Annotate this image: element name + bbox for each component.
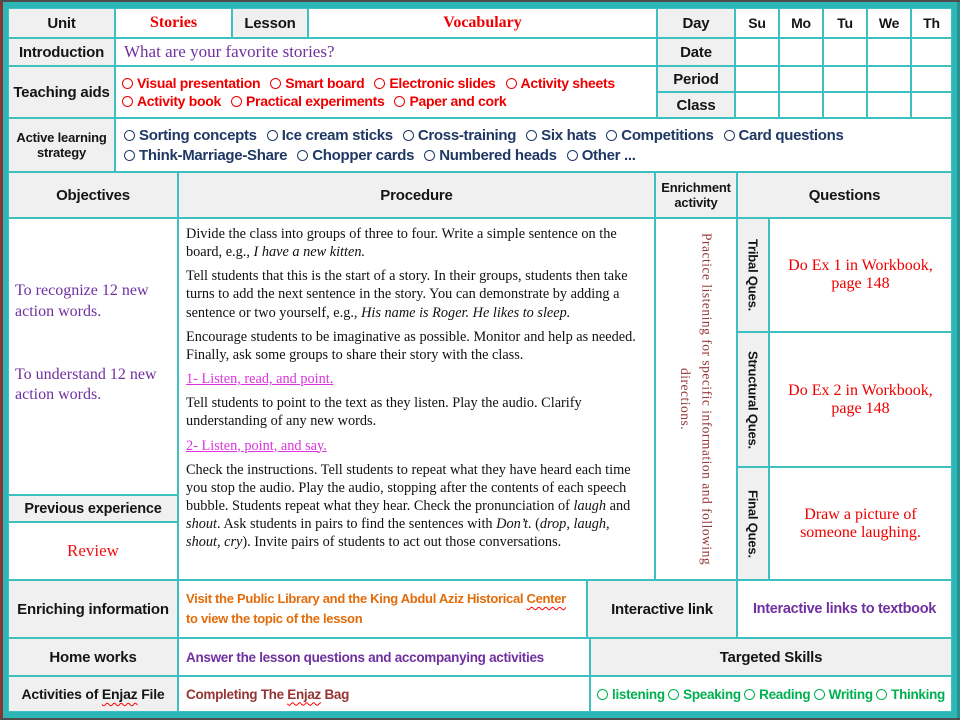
unit-label: Unit (8, 8, 115, 38)
checkbox-practical-experiments[interactable] (231, 93, 384, 109)
circle-checkbox-icon (606, 130, 617, 141)
circle-checkbox-icon (297, 150, 308, 161)
teaching-aids-options (122, 75, 625, 109)
objective-item: To understand 12 new action words. (15, 365, 157, 404)
day-header-mo: Mo (779, 8, 823, 38)
class-cell-su[interactable] (735, 92, 779, 118)
checkbox-competitions[interactable] (606, 127, 713, 144)
skill-label: Reading (759, 686, 811, 702)
skill-label: listening (612, 686, 665, 702)
option-label: Activity book (137, 93, 222, 109)
class-cell-th[interactable] (911, 92, 952, 118)
option-label: Sorting concepts (139, 126, 257, 144)
day-header-tu: Tu (823, 8, 867, 38)
option-label: Activity sheets (520, 75, 615, 91)
date-cell-tu[interactable] (823, 38, 867, 66)
objectives-header: Objectives (8, 172, 178, 218)
final-questions-label: Final Ques. (745, 489, 761, 558)
circle-checkbox-icon (403, 130, 414, 141)
enrichment-header: Enrichment activity (655, 172, 737, 218)
page-edge-left (0, 2, 3, 718)
skill-label: Writing (828, 686, 873, 702)
date-cell-su[interactable] (735, 38, 779, 66)
checkbox-sorting-concepts[interactable] (124, 127, 257, 144)
tribal-questions-label: Tribal Ques. (745, 238, 761, 311)
day-header-we: We (867, 8, 911, 38)
enjaz-file-label: Activities of Enjaz File (21, 686, 165, 702)
review-cell: Review (8, 522, 178, 580)
interactive-link-value[interactable]: Interactive links to textbook (737, 580, 952, 638)
class-label: Class (657, 92, 735, 118)
structural-questions-text: Do Ex 2 in Workbook, page 148 (769, 332, 952, 467)
checkbox-smart-board[interactable] (270, 75, 364, 91)
period-cell-we[interactable] (867, 66, 911, 92)
option-label: Cross-training (417, 126, 517, 144)
checkbox-card-questions[interactable] (724, 127, 844, 144)
date-cell-th[interactable] (911, 38, 952, 66)
home-works-value: Answer the lesson questions and accompanying activities (178, 638, 590, 676)
procedure-paragraph: Divide the class into groups of three to four. Write a simple sentence on the board, e.g., I have a new kitten. (186, 226, 617, 261)
circle-checkbox-icon (526, 130, 537, 141)
enriching-text: Visit the Public Library and the King Abdul Aziz Historical (186, 590, 527, 606)
circle-checkbox-icon (231, 96, 242, 107)
checkbox-ice-cream-sticks[interactable] (267, 127, 393, 144)
period-cell-tu[interactable] (823, 66, 867, 92)
objective-item: To recognize 12 new action words. (15, 282, 149, 320)
checkbox-chopper-cards[interactable] (297, 147, 414, 164)
circle-checkbox-icon (394, 96, 405, 107)
class-cell-mo[interactable] (779, 92, 823, 118)
date-cell-we[interactable] (867, 38, 911, 66)
circle-checkbox-icon (124, 150, 135, 161)
option-label: Visual presentation (137, 75, 261, 91)
strategy-label: Active learning strategy (8, 118, 115, 172)
option-label: Competitions (621, 126, 714, 144)
checkbox-listening[interactable] (597, 687, 665, 702)
page-edge-top (0, 0, 960, 2)
skill-label: Speaking (683, 686, 741, 702)
option-label: Card questions (738, 126, 844, 144)
lesson-value: Vocabulary (308, 8, 657, 38)
option-label: Other ... (581, 146, 636, 164)
date-label: Date (657, 38, 735, 66)
enjaz-file-value: Completing The Enjaz Bag (186, 686, 350, 702)
unit-value: Stories (115, 8, 232, 38)
checkbox-other[interactable] (567, 147, 636, 164)
day-header-su: Su (735, 8, 779, 38)
class-cell-tu[interactable] (823, 92, 867, 118)
option-label: Paper and cork (409, 93, 507, 109)
checkbox-paper-and-cork[interactable] (394, 93, 506, 109)
circle-checkbox-icon (122, 78, 133, 89)
tribal-questions-text: Do Ex 1 in Workbook, page 148 (769, 218, 952, 332)
enriching-text-misspelled: Center (526, 590, 566, 606)
enriching-text: to view the topic of the lesson (186, 611, 363, 626)
class-cell-we[interactable] (867, 92, 911, 118)
circle-checkbox-icon (876, 689, 887, 700)
circle-checkbox-icon (506, 78, 517, 89)
checkbox-visual-presentation[interactable] (122, 75, 260, 91)
objectives-cell (8, 218, 178, 495)
procedure-paragraph: Tell students that this is the start of a story. In their groups, students then take turns to add the next sentence in the story. You can demonstrate by adding a sentence or two yourself, e.g., His name is Roger. He likes to sleep. (186, 268, 628, 321)
day-label: Day (657, 8, 735, 38)
checkbox-cross-training[interactable] (403, 127, 516, 144)
introduction-label: Introduction (8, 38, 115, 66)
final-questions-text: Draw a picture of someone laughing. (769, 467, 952, 580)
checkbox-reading[interactable] (744, 687, 810, 702)
checkbox-thinking[interactable] (876, 687, 945, 702)
teaching-aids-label: Teaching aids (8, 66, 115, 118)
date-cell-mo[interactable] (779, 38, 823, 66)
circle-checkbox-icon (814, 689, 825, 700)
structural-questions-label: Structural Ques. (745, 350, 761, 449)
circle-checkbox-icon (597, 689, 608, 700)
checkbox-numbered-heads[interactable] (424, 147, 557, 164)
period-label: Period (657, 66, 735, 92)
option-label: Think-Marriage-Share (139, 146, 288, 164)
enriching-information-label: Enriching information (8, 580, 178, 638)
procedure-paragraph: Encourage students to be imaginative as possible. Monitor and help as needed. Finally, ask some groups to share their story with the class. (186, 328, 636, 363)
checkbox-activity-sheets[interactable] (506, 75, 615, 91)
circle-checkbox-icon (124, 130, 135, 141)
circle-checkbox-icon (267, 130, 278, 141)
option-label: Six hats (541, 126, 597, 144)
lesson-label: Lesson (232, 8, 308, 38)
introduction-value: What are your favorite stories? (115, 38, 657, 66)
strategy-options (124, 127, 943, 164)
circle-checkbox-icon (744, 689, 755, 700)
option-label: Numbered heads (439, 146, 557, 164)
questions-header: Questions (737, 172, 952, 218)
checkbox-writing[interactable] (814, 687, 873, 702)
circle-checkbox-icon (724, 130, 735, 141)
circle-checkbox-icon (374, 78, 385, 89)
period-cell-th[interactable] (911, 66, 952, 92)
targeted-skills-label: Targeted Skills (590, 638, 952, 676)
procedure-step-heading: 1- Listen, read, and point. (186, 371, 334, 388)
circle-checkbox-icon (122, 96, 133, 107)
option-label: Smart board (285, 75, 365, 91)
checkbox-activity-book[interactable] (122, 93, 221, 109)
checkbox-think-marriage-share[interactable] (124, 147, 287, 164)
procedure-paragraph: Tell students to point to the text as they listen. Play the audio. Clarify understanding of any new words. (186, 395, 582, 430)
checkbox-electronic-slides[interactable] (374, 75, 495, 91)
checkbox-six-hats[interactable] (526, 127, 596, 144)
checkbox-speaking[interactable] (668, 687, 741, 702)
skill-label: Thinking (891, 686, 945, 702)
option-label: Ice cream sticks (281, 126, 393, 144)
enrichment-activity-text: Practice listening for specific information and following directions. (678, 232, 715, 566)
option-label: Practical experiments (246, 93, 385, 109)
circle-checkbox-icon (424, 150, 435, 161)
home-works-label: Home works (8, 638, 178, 676)
procedure-header: Procedure (178, 172, 655, 218)
previous-experience-label: Previous experience (8, 495, 178, 522)
day-header-th: Th (911, 8, 952, 38)
option-label: Chopper cards (312, 146, 415, 164)
circle-checkbox-icon (567, 150, 578, 161)
procedure-paragraph: Check the instructions. Tell students to repeat what they have heard each time you stop the audio. Play the audio, stopping after the contents of each speech bubble. Students repeat what they hear. Check the pronunciation of laugh and shout. Ask students in pairs to find the sentences with Don’t. (drop, laugh, shout, cry). Invite pairs of students to act out those conversations. (186, 461, 631, 551)
circle-checkbox-icon (270, 78, 281, 89)
procedure-step-heading: 2- Listen, point, and say. (186, 437, 327, 454)
enriching-information-text (186, 589, 579, 629)
option-label: Electronic slides (389, 75, 496, 91)
circle-checkbox-icon (668, 689, 679, 700)
period-cell-mo[interactable] (779, 66, 823, 92)
period-cell-su[interactable] (735, 66, 779, 92)
interactive-link-label: Interactive link (587, 580, 737, 638)
procedure-cell (178, 218, 655, 580)
